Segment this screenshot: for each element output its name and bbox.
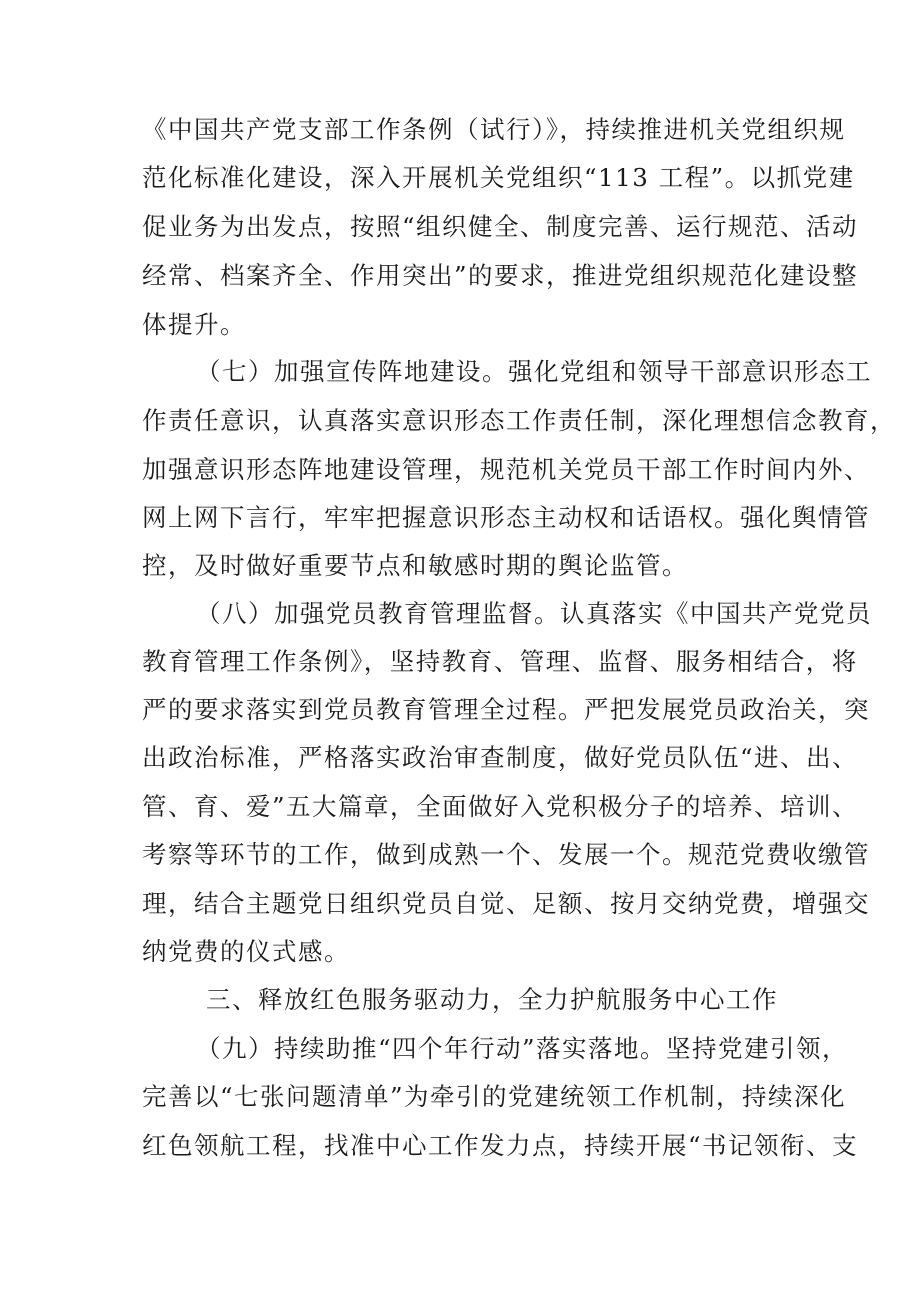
text-line: 促业务为出发点，按照“组织健全、制度完善、运行规范、活动 bbox=[142, 212, 859, 241]
text-line: 控，及时做好重要节点和敏感时期的舆论监管。 bbox=[142, 551, 688, 580]
text-line: 范化标准化建设，深入开展机关党组织“113 工程”。以抓党建 bbox=[142, 163, 855, 192]
chapter-heading-three: 三、释放红色服务驱动力，全力护航服务中心工作 bbox=[206, 985, 778, 1014]
text-line: 加强意识形态阵地建设管理，规范机关党员干部工作时间内外、 bbox=[142, 455, 870, 484]
text-line: 作责任意识，认真落实意识形态工作责任制，深化理想信念教育， bbox=[142, 406, 896, 435]
section-heading-seven: （七）加强宣传阵地建设。强化党组和领导干部意识形态工 bbox=[196, 357, 872, 386]
text-line: 《中国共产党支部工作条例（试行）》，持续推进机关党组织规 bbox=[142, 115, 846, 144]
text-line: 完善以“七张问题清单”为牵引的党建统领工作机制，持续深化 bbox=[142, 1082, 847, 1111]
text-line: 红色领航工程，找准中心工作发力点，持续开展“书记领衔、支 bbox=[142, 1131, 859, 1160]
text-line: 理，结合主题党日组织党员自觉、足额、按月交纳党费，增强交 bbox=[142, 889, 870, 918]
section-heading-eight: （八）加强党员教育管理监督。认真落实《中国共产党党员 bbox=[196, 599, 872, 628]
text-line: 纳党费的仪式感。 bbox=[142, 937, 350, 966]
text-line: 考察等环节的工作，做到成熟一个、发展一个。规范党费收缴管 bbox=[142, 840, 870, 869]
text-line: 网上网下言行，牢牢把握意识形态主动权和话语权。强化舆情管 bbox=[142, 503, 870, 532]
section-heading-nine: （九）持续助推“四个年行动”落实落地。坚持党建引领， bbox=[196, 1034, 849, 1063]
text-line: 教育管理工作条例》，坚持教育、管理、监督、服务相结合，将 bbox=[142, 647, 858, 676]
text-line: 管、育、爱”五大篇章，全面做好入党积极分子的培养、培训、 bbox=[142, 792, 859, 821]
text-line: 经常、档案齐全、作用突出”的要求，推进党组织规范化建设整 bbox=[142, 261, 859, 290]
text-line: 体提升。 bbox=[142, 310, 246, 339]
text-line: 严的要求落实到党员教育管理全过程。严把发展党员政治关，突 bbox=[142, 695, 870, 724]
text-line: 出政治标准，严格落实政治审查制度，做好党员队伍“进、出、 bbox=[142, 743, 859, 772]
